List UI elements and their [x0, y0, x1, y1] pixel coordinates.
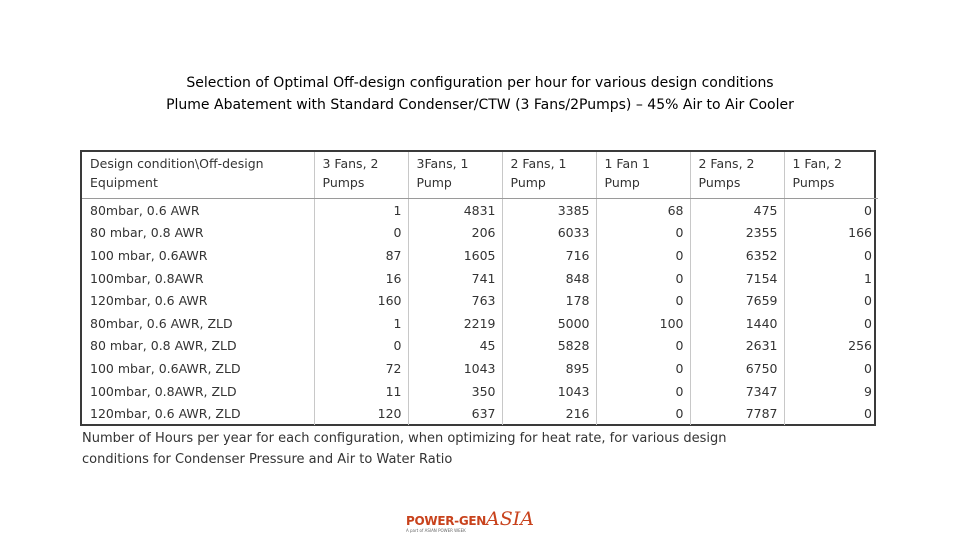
design-condition-cell: 80mbar, 0.6 AWR — [82, 199, 314, 222]
hours-cell: 0 — [864, 360, 872, 376]
hours-cell: 0 — [596, 335, 690, 358]
hours-cell: 11 — [314, 380, 408, 403]
hours-cell: 1605 — [408, 244, 502, 267]
hours-cell: 763 — [408, 289, 502, 312]
hours-cell: 2631 — [690, 335, 784, 358]
logo-accent-text: ASIA — [486, 508, 535, 530]
hours-cell: 206 — [408, 222, 502, 245]
hours-cell: 0 — [596, 402, 690, 425]
column-header-line: 3Fans, 1 — [416, 156, 469, 171]
caption-line-1: Number of Hours per year for each configuration, when optimizing for heat rate, for various design — [82, 431, 727, 446]
design-condition-cell: 120mbar, 0.6 AWR — [82, 289, 314, 312]
caption-line-2: conditions for Condenser Pressure and Air to Water Ratio — [82, 452, 453, 467]
hours-cell: 100 — [596, 312, 690, 335]
hours-cell: 2355 — [690, 222, 784, 245]
hours-cell: 0 — [864, 406, 872, 422]
configuration-table — [80, 150, 876, 426]
hours-cell: 7659 — [690, 289, 784, 312]
hours-cell: 0 — [596, 244, 690, 267]
hours-cell: 1 — [864, 270, 872, 286]
column-header-line: Pump — [510, 175, 546, 190]
hours-cell: 0 — [864, 247, 872, 263]
slide-title — [0, 72, 960, 116]
hours-cell: 1043 — [408, 357, 502, 380]
hours-cell: 475 — [690, 199, 784, 222]
hours-cell: 637 — [408, 402, 502, 425]
table-row — [82, 380, 878, 403]
design-condition-cell: 100mbar, 0.8AWR — [82, 267, 314, 290]
design-condition-cell: 120mbar, 0.6 AWR, ZLD — [82, 402, 314, 425]
column-header — [408, 152, 502, 199]
hours-cell: 5000 — [502, 312, 596, 335]
column-header — [596, 152, 690, 199]
hours-cell: 895 — [502, 357, 596, 380]
column-header-line: 3 Fans, 2 — [322, 156, 379, 171]
table-row — [82, 402, 878, 425]
hours-cell: 0 — [314, 335, 408, 358]
hours-cell: 6033 — [502, 222, 596, 245]
table-caption — [82, 428, 782, 470]
hours-cell: 45 — [408, 335, 502, 358]
hours-cell: 0 — [314, 222, 408, 245]
column-header-line: 1 Fan 1 — [604, 156, 650, 171]
design-condition-cell: 100mbar, 0.8AWR, ZLD — [82, 380, 314, 403]
column-header-line: Pumps — [698, 175, 741, 190]
hours-cell: 1043 — [502, 380, 596, 403]
column-header — [690, 152, 784, 199]
hours-cell: 6352 — [690, 244, 784, 267]
hours-cell: 1 — [314, 312, 408, 335]
table-header-row — [82, 152, 878, 199]
title-line-2: Plume Abatement with Standard Condenser/CTW (3 Fans/2Pumps) – 45% Air to Air Cooler — [166, 97, 794, 113]
column-header-line: 1 Fan, 2 — [792, 156, 842, 171]
hours-cell: 178 — [502, 289, 596, 312]
hours-cell: 0 — [864, 315, 872, 331]
table-row — [82, 289, 878, 312]
hours-cell: 16 — [314, 267, 408, 290]
column-header-line: Pump — [416, 175, 452, 190]
column-header — [784, 152, 878, 199]
hours-cell: 7787 — [690, 402, 784, 425]
hours-cell: 0 — [596, 222, 690, 245]
hours-cell: 9 — [864, 383, 872, 399]
hours-cell: 2219 — [408, 312, 502, 335]
hours-cell: 350 — [408, 380, 502, 403]
column-header-line: Design condition\Off-design — [90, 156, 264, 171]
hours-cell: 5828 — [502, 335, 596, 358]
hours-cell: 68 — [596, 199, 690, 222]
hours-cell: 7154 — [690, 267, 784, 290]
hours-cell: 160 — [314, 289, 408, 312]
hours-cell: 0 — [864, 202, 872, 218]
hours-cell: 4831 — [408, 199, 502, 222]
table-row — [82, 357, 878, 380]
hours-cell: 166 — [848, 225, 872, 241]
hours-cell: 1440 — [690, 312, 784, 335]
hours-cell: 87 — [314, 244, 408, 267]
hours-cell: 216 — [502, 402, 596, 425]
hours-cell: 3385 — [502, 199, 596, 222]
column-header — [82, 152, 314, 199]
hours-cell: 6750 — [690, 357, 784, 380]
hours-cell: 716 — [502, 244, 596, 267]
column-header-line: Pumps — [322, 175, 365, 190]
table-body — [82, 199, 878, 425]
design-condition-cell: 80mbar, 0.6 AWR, ZLD — [82, 312, 314, 335]
hours-cell: 0 — [596, 289, 690, 312]
table-row — [82, 267, 878, 290]
hours-cell: 0 — [596, 380, 690, 403]
hours-cell: 256 — [848, 338, 872, 354]
hours-cell: 848 — [502, 267, 596, 290]
hours-cell: 72 — [314, 357, 408, 380]
column-header-line: 2 Fans, 2 — [698, 156, 755, 171]
column-header-line: Pump — [604, 175, 640, 190]
power-gen-asia-logo — [406, 502, 556, 538]
design-condition-cell: 80 mbar, 0.8 AWR, ZLD — [82, 335, 314, 358]
design-condition-cell: 80 mbar, 0.8 AWR — [82, 222, 314, 245]
hours-cell: 0 — [596, 357, 690, 380]
column-header-line: 2 Fans, 1 — [510, 156, 567, 171]
table-row — [82, 335, 878, 358]
table-row — [82, 312, 878, 335]
column-header — [314, 152, 408, 199]
hours-cell: 0 — [864, 293, 872, 309]
column-header-line: Pumps — [792, 175, 835, 190]
design-condition-cell: 100 mbar, 0.6AWR, ZLD — [82, 357, 314, 380]
logo-main-text: POWER-GEN — [406, 514, 487, 528]
title-line-1: Selection of Optimal Off-design configuration per hour for various design conditions — [186, 75, 774, 91]
column-header — [502, 152, 596, 199]
hours-cell: 1 — [314, 199, 408, 222]
hours-cell: 741 — [408, 267, 502, 290]
hours-cell: 7347 — [690, 380, 784, 403]
column-header-line: Equipment — [90, 175, 158, 190]
design-condition-cell: 100 mbar, 0.6AWR — [82, 244, 314, 267]
logo-subtitle: A part of ASIAN POWER WEEK — [406, 528, 466, 533]
table-row — [82, 222, 878, 245]
table-row — [82, 244, 878, 267]
table-row — [82, 199, 878, 222]
hours-cell: 120 — [314, 402, 408, 425]
hours-cell: 0 — [596, 267, 690, 290]
